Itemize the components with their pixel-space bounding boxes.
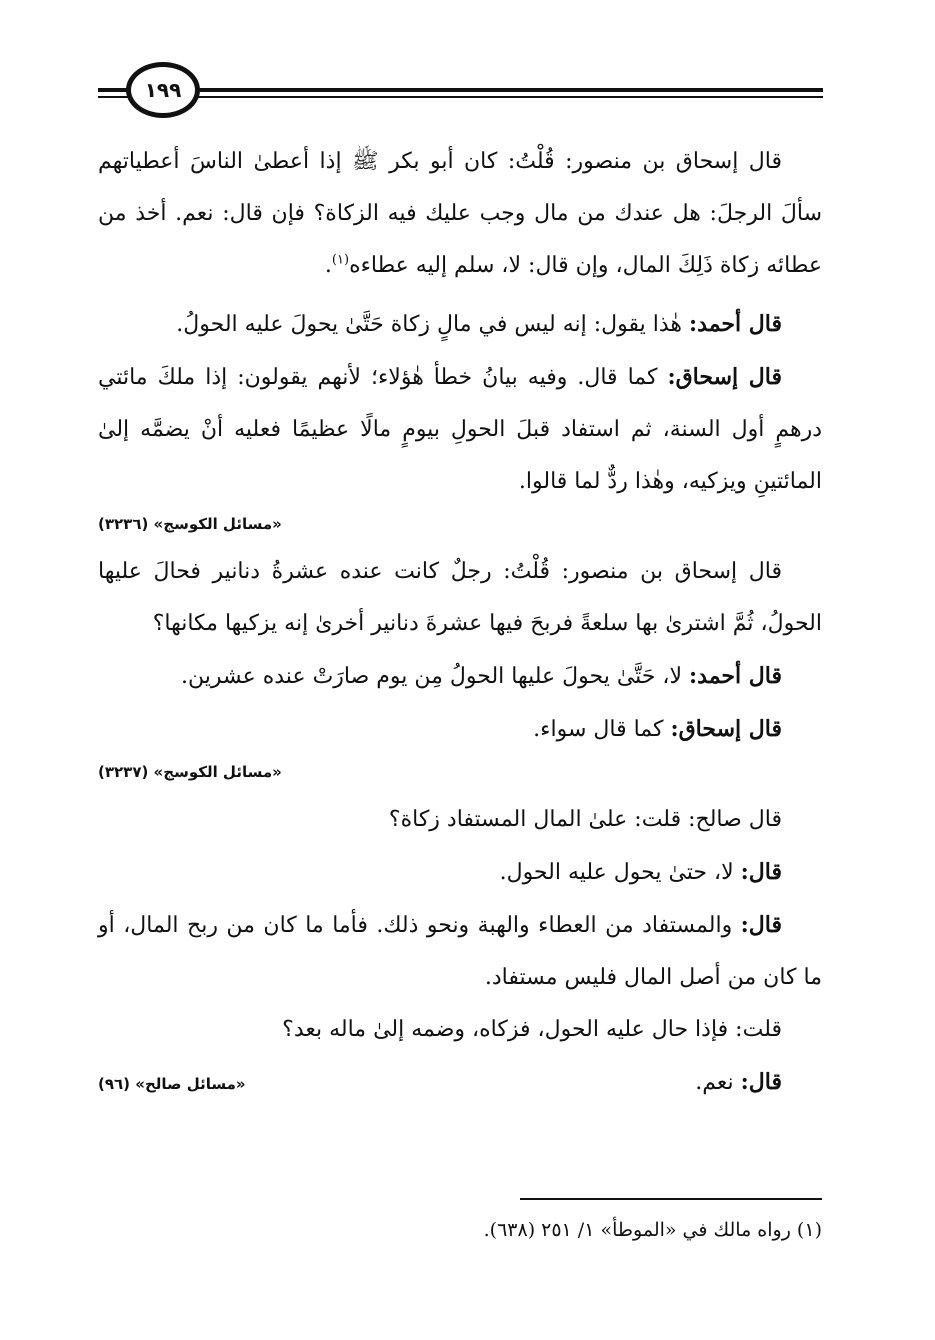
speaker-label: قال أحمد: [689, 311, 782, 337]
paragraph [98, 546, 822, 650]
paragraph [98, 703, 822, 756]
paragraph [98, 846, 822, 899]
speaker-label: قال إسحاق: [667, 364, 782, 390]
speaker-label: قال أحمد: [689, 663, 782, 689]
paragraph-text: لا، حتىٰ يحول عليه الحول. [499, 860, 741, 885]
paragraph [98, 650, 822, 703]
speaker-label: قال: [740, 912, 782, 938]
footnote-separator [520, 1198, 822, 1200]
paragraph [98, 136, 822, 292]
paragraph [98, 298, 822, 351]
page-number: ١٩٩ [126, 62, 200, 118]
paragraph-text: قال إسحاق بن منصور: قُلْتُ: كان أبو بكر ﷺ إذا أعطىٰ الناسَ أعطياتهم سألَ الرجلَ: هل عندك من مال وجب عليك فيه الزكاة؟ فإن قال: نعم. أخذ من عطائه زكاة ذَلِكَ المال، وإن قال: لا، سلم إليه عطاءه [98, 149, 823, 278]
paragraph-text: لا، حَتَّىٰ يحولَ عليها الحولُ مِن يوم صارَتْ عنده عشرين. [180, 664, 690, 689]
paragraph-text: نعم. [695, 1070, 741, 1095]
header-rule [158, 88, 823, 92]
page-header [98, 62, 823, 122]
page-body [98, 136, 822, 1110]
paragraph [98, 794, 822, 846]
paragraph-end: . [324, 253, 332, 278]
speaker-label: قال: [740, 1069, 782, 1095]
paragraph-text: قال إسحاق بن منصور: قُلْتُ: رجلٌ كانت عنده عشرةُ دنانير فحالَ عليها الحولُ، ثُمَّ اشترىٰ بها سلعةً فربحَ فيها عشرةَ دنانير أخرىٰ إنه يزكيها مكانها؟ [98, 559, 822, 636]
speaker-label: قال: [740, 859, 782, 885]
footnote-ref[interactable]: (١) [331, 252, 350, 268]
paragraph-text: والمستفاد من العطاء والهبة ونحو ذلك. فأما ما كان من ربح المال، أو ما كان من أصل المال فليس مستفاد. [98, 913, 822, 990]
source-citation: «مسائل الكوسج» (٣٢٣٦) [98, 515, 282, 533]
paragraph [98, 351, 822, 508]
footnote: (١) رواه مالك في «الموطأ» ١/ ٢٥١ (٦٣٨). [483, 1219, 822, 1241]
paragraph [98, 1004, 822, 1056]
paragraph [98, 1056, 822, 1110]
paragraph-text: كما قال سواء. [533, 717, 671, 742]
paragraph-text: هٰذا يقول: إنه ليس في مالٍ زكاة حَتَّىٰ يحولَ عليه الحولُ. [176, 312, 690, 337]
paragraph-text: كما قال. وفيه بيانُ خطأ هٰؤلاء؛ لأنهم يقولون: إذا ملكَ مائتي درهمٍ أول السنة، ثم استفاد قبلَ الحولِ بيومٍ مالًا عظيمًا فعليه أنْ يضمَّه إلىٰ المائتينِ ويزكيه، وهٰذا ردٌّ لما قالوا. [98, 365, 822, 494]
header-rule [158, 96, 823, 98]
paragraph-text: قلت: فإذا حال عليه الحول، فزكاه، وضمه إلىٰ ماله بعد؟ [282, 1017, 782, 1042]
source-citation: «مسائل الكوسج» (٣٢٣٧) [98, 763, 282, 781]
source-citation: «مسائل صالح» (٩٦) [98, 1075, 246, 1093]
paragraph-text: قال صالح: قلت: علىٰ المال المستفاد زكاة؟ [388, 807, 782, 832]
speaker-label: قال إسحاق: [670, 716, 782, 742]
paragraph [98, 899, 822, 1004]
